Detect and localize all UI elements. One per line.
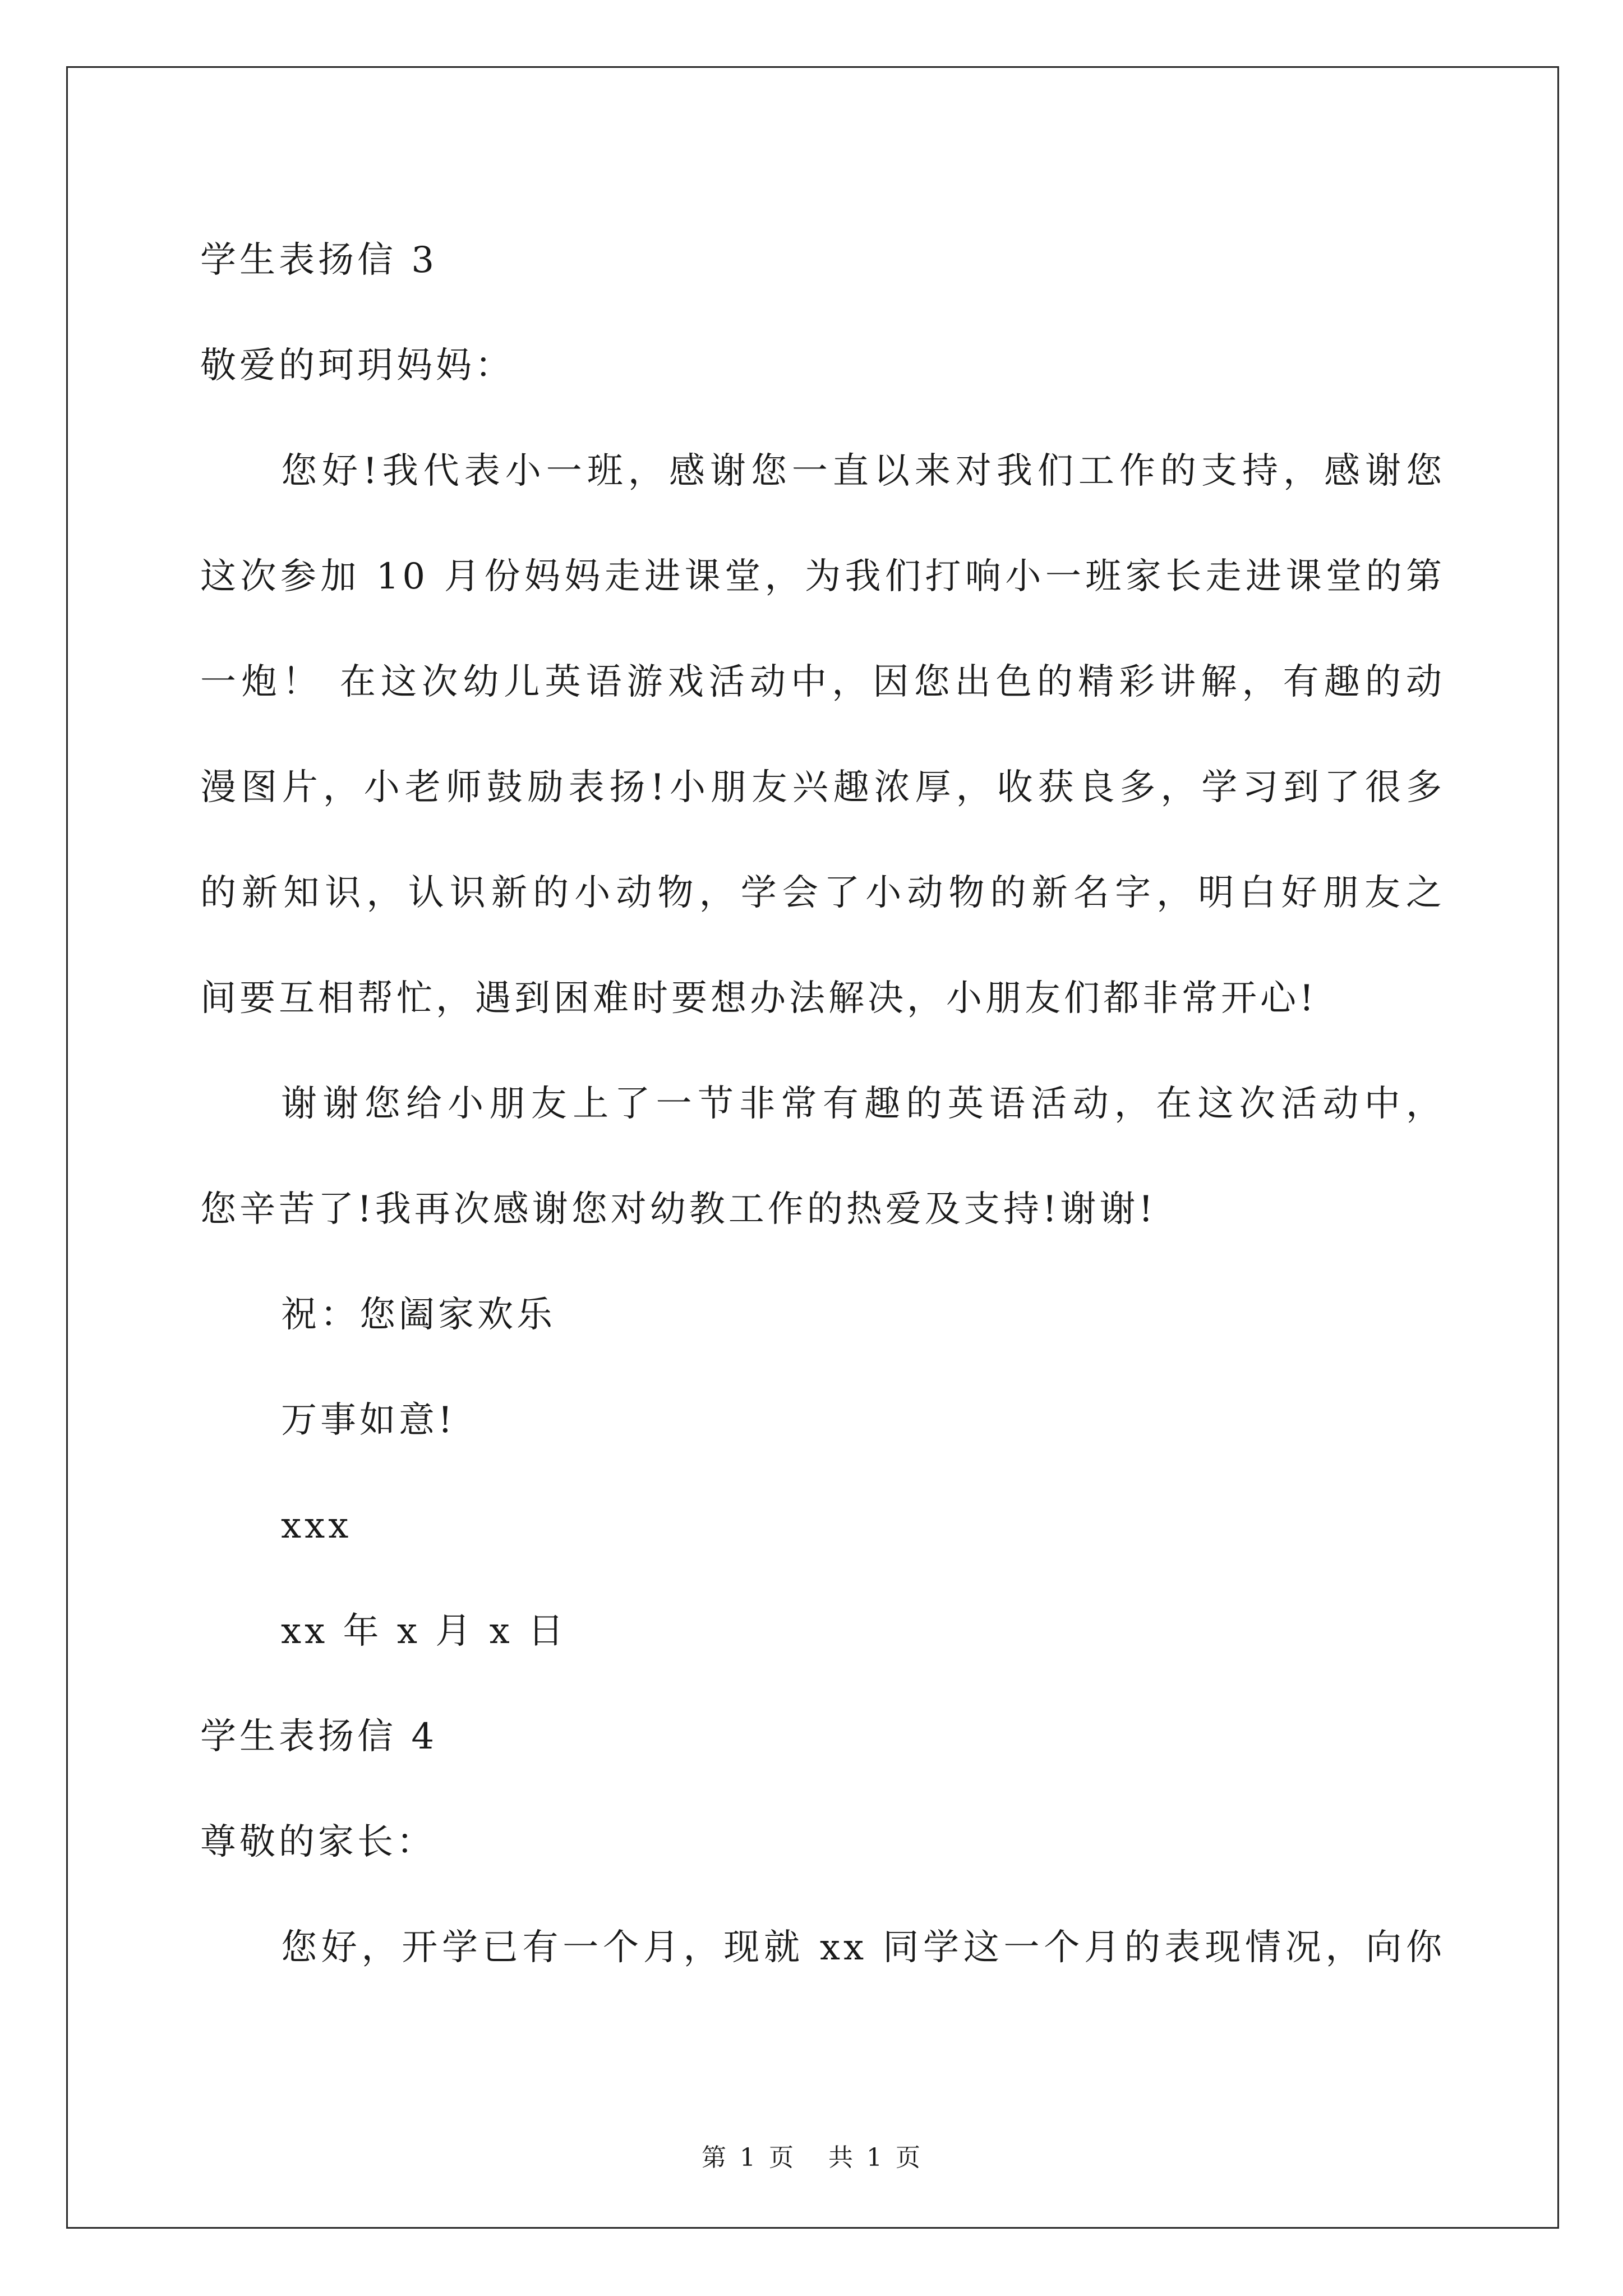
paragraph-line: 您好，开学已有一个月，现就 xx 同学这一个月的表现情况，向你 [281,1927,1445,1968]
letter-title-3: 学生表扬信 3 [200,240,438,281]
paragraph-line: 的新知识，认识新的小动物，学会了小动物的新名字，明白好朋友之 [200,872,1445,914]
page-total: 共 1 页 [828,2143,921,2172]
salutation: 敬爱的珂玥妈妈： [200,345,514,386]
letter-title-4: 学生表扬信 4 [200,1716,438,1757]
paragraph-line: 漫图片，小老师鼓励表扬!小朋友兴趣浓厚，收获良多，学习到了很多 [200,767,1445,808]
paragraph-line: 这次参加 10 月份妈妈走进课堂，为我们打响小一班家长走进课堂的第 [200,556,1445,597]
paragraph-line: 您辛苦了!我再次感谢您对幼教工作的热爱及支持!谢谢! [200,1189,1157,1230]
closing-wish-2: 万事如意! [281,1400,456,1441]
page-number: 第 1 页 [702,2143,795,2172]
signature: xxx [281,1505,352,1547]
paragraph-line: 谢谢您给小朋友上了一节非常有趣的英语活动，在这次活动中， [281,1083,1445,1125]
paragraph-line: 间要互相帮忙，遇到困难时要想办法解决，小朋友们都非常开心! [200,978,1317,1019]
closing-wish: 祝：您阖家欢乐 [281,1294,556,1336]
paragraph-line: 一炮！ 在这次幼儿英语游戏活动中，因您出色的精彩讲解，有趣的动 [200,661,1445,703]
page-footer [0,2137,1623,2173]
salutation-2: 尊敬的家长： [200,1821,436,1863]
document-body [200,208,1445,2000]
paragraph-line: 您好!我代表小一班，感谢您一直以来对我们工作的支持，感谢您 [281,450,1445,492]
date: xx 年 x 月 x 日 [281,1611,568,1652]
